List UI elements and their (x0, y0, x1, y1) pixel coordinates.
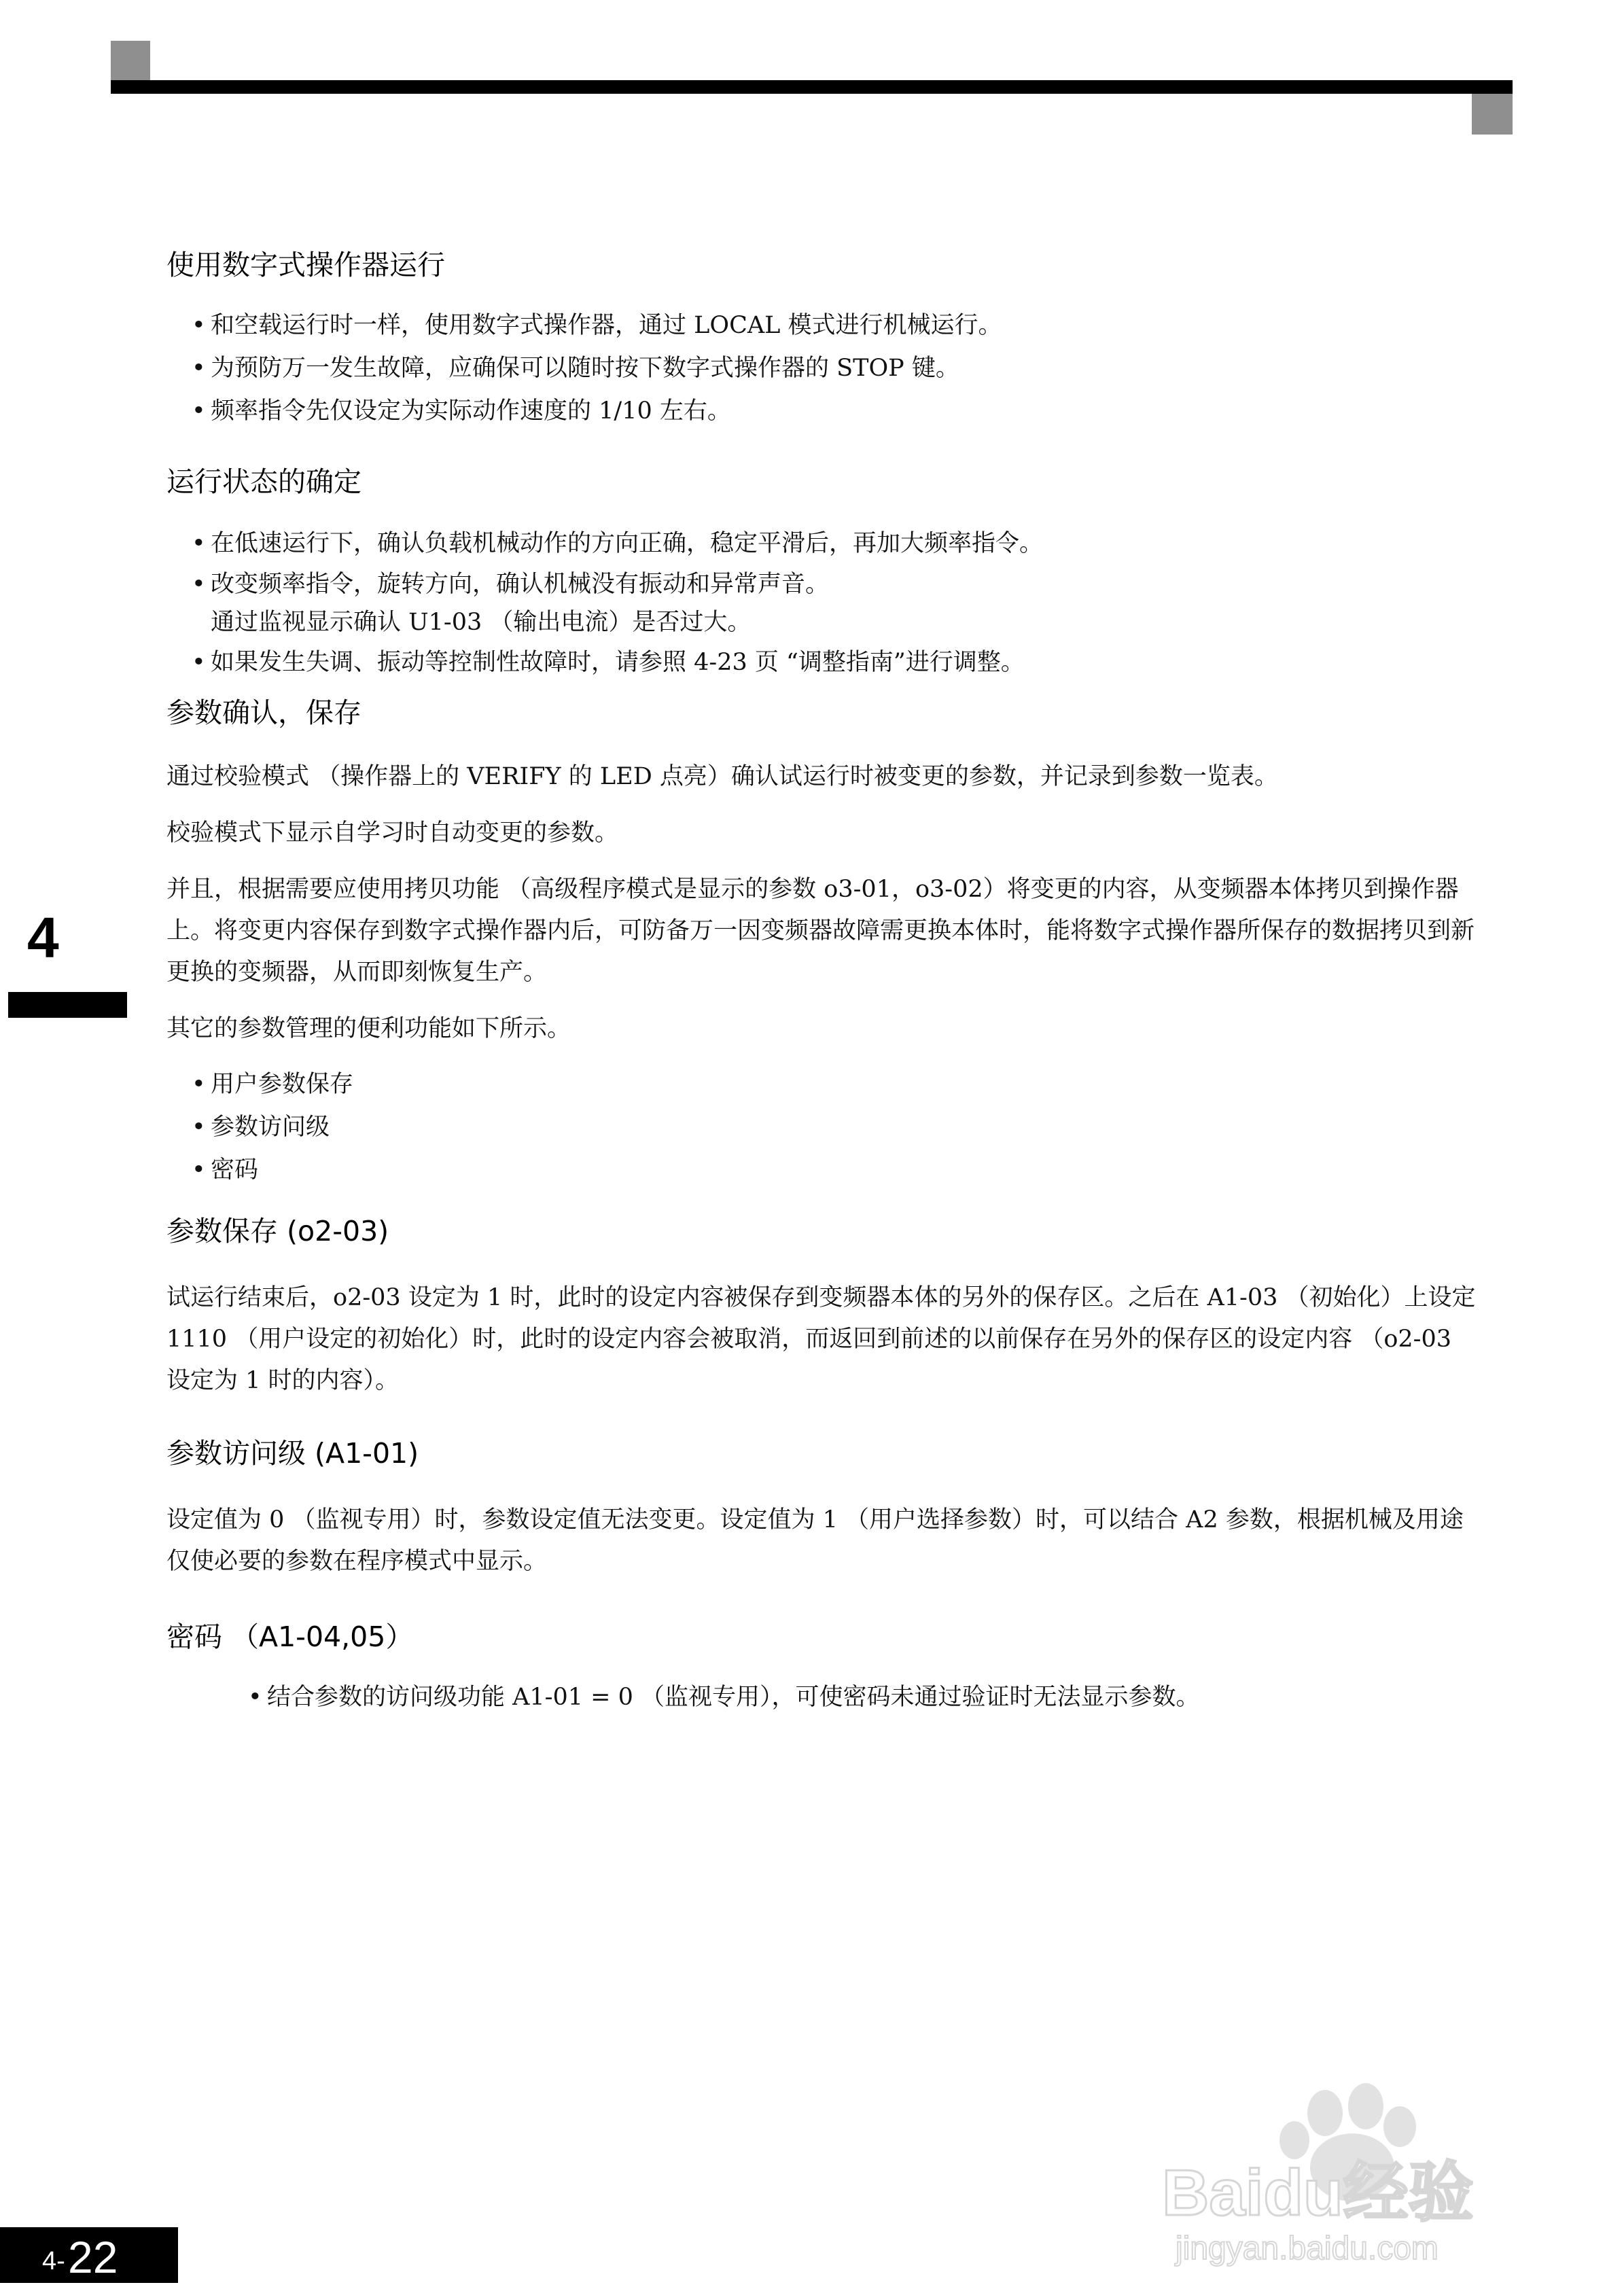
paragraph: 校验模式下显示自学习时自动变更的参数。 (166, 819, 619, 847)
section-heading-access-level: 参数访问级 (A1-01) (166, 1437, 419, 1470)
section-heading-param-save: 参数保存 (o2-03) (166, 1215, 389, 1247)
list-item: • 如果发生失调、振动等控制性故障时，请参照 4-23 页 “调整指南”进行调整。 (192, 649, 1025, 676)
list-item: • 和空载运行时一样，使用数字式操作器，通过 LOCAL 模式进行机械运行。 (192, 312, 1002, 339)
list-item: • 在低速运行下，确认负载机械动作的方向正确，稳定平滑后，再加大频率指令。 (192, 530, 1044, 557)
chapter-number: 4 (27, 906, 59, 970)
paragraph: 设定值为 0 （监视专用）时，参数设定值无法变更。设定值为 1 （用户选择参数）时，可以结合 A2 参数，根据机械及用途仅使必要的参数在程序模式中显示。 (166, 1506, 1464, 1575)
list-item: • 参数访问级 (192, 1114, 330, 1141)
baidu-watermark (1155, 2066, 1576, 2269)
chapter-bar (8, 992, 127, 1018)
list-item: • 结合参数的访问级功能 A1-01 = 0 （监视专用），可使密码未通过验证时无法显示参数。 (248, 1684, 1200, 1711)
section-heading-password: 密码 （A1-04,05） (166, 1620, 414, 1653)
section-heading-operator-run: 使用数字式操作器运行 (166, 249, 445, 281)
page-number-tab (0, 2227, 178, 2283)
paragraph: 并且，根据需要应使用拷贝功能 （高级程序模式是显示的参数 o3-01，o3-02）将变更的内容，从变频器本体拷贝到操作器上。将变更内容保存到数字式操作器内后，可防备万一因变频器故障需更换本体时，能将数字式操作器所保存的数据拷贝到新更换的变频器，从而即刻恢复生产。 (166, 876, 1475, 986)
header-rule (111, 80, 1513, 94)
paragraph: 通过校验模式 （操作器上的 VERIFY 的 LED 点亮）确认试运行时被变更的参数，并记录到参数一览表。 (166, 763, 1278, 790)
document-body (166, 245, 1478, 1719)
header-square-left (111, 41, 150, 80)
section-heading-param-confirm: 参数确认，保存 (166, 696, 361, 729)
paragraph: 试运行结束后，o2-03 设定为 1 时，此时的设定内容被保存到变频器本体的另外的保存区。之后在 A1-03 （初始化）上设定 1110 （用户设定的初始化）时，此时的设定内容会被取消，而返回到前述的以前保存在另外的保存区的设定内容 （o2-03 设定为 1 时的内容）。 (166, 1284, 1476, 1394)
list-item: • 改变频率指令，旋转方向，确认机械没有振动和异常声音。 通过监视显示确认 U1-03 （输出电流）是否过大。 (192, 571, 830, 636)
list-item: • 为预防万一发生故障，应确保可以随时按下数字式操作器的 STOP 键。 (192, 355, 959, 382)
paragraph: 其它的参数管理的便利功能如下所示。 (166, 1015, 571, 1042)
watermark-url: jingyan.baidu.com (1176, 2231, 1438, 2267)
page-number: 22 (68, 2232, 118, 2282)
list-item: • 密码 (192, 1156, 259, 1184)
bullet-list-operator-run (166, 304, 1478, 433)
list-item: • 用户参数保存 (192, 1071, 354, 1098)
bullet-list-param-functions (166, 1063, 1478, 1192)
watermark-brand: Baidu经验 (1162, 2157, 1474, 2229)
bullet-list-run-status (166, 522, 1478, 684)
section-heading-run-status: 运行状态的确定 (166, 465, 361, 498)
bullet-list-password (166, 1676, 1478, 1719)
list-item: • 频率指令先仅设定为实际动作速度的 1/10 左右。 (192, 397, 731, 425)
header-square-right (1472, 94, 1513, 135)
page-number-prefix: 4- (42, 2247, 65, 2275)
